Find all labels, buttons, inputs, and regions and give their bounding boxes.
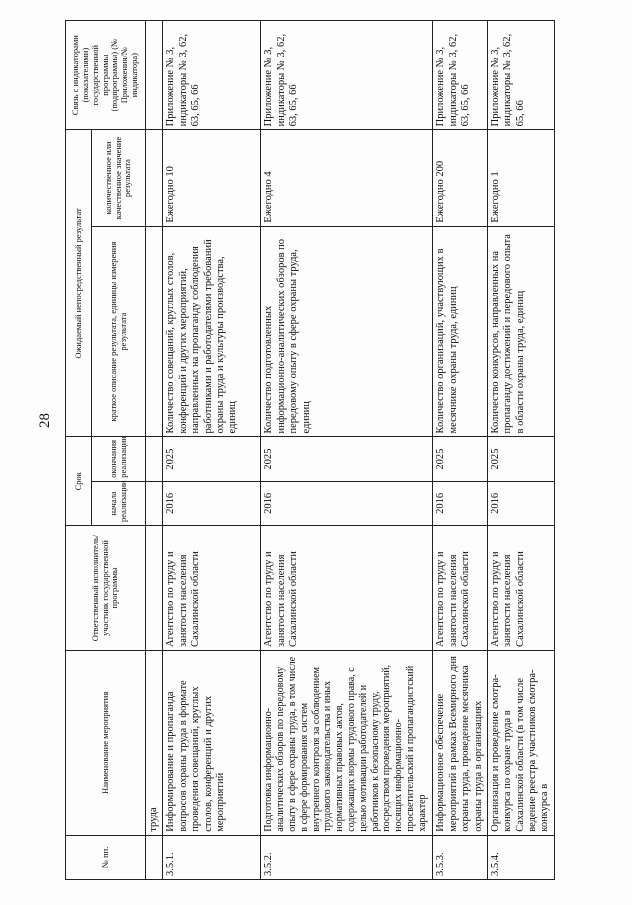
row-link: Приложение № 3, индикаторы № 3, 62, 65, 66 [487, 21, 554, 130]
row-responsible: Агентство по труду и занятости населения Сахалинской области [433, 526, 488, 651]
row-responsible: Агентство по труду и занятости населения Сахалинской области [163, 526, 261, 651]
row-num: 3.5.4. [487, 835, 554, 879]
header-name: Наименование мероприятия [66, 650, 146, 835]
row-value: Ежегодно 1 [487, 130, 554, 226]
row-end: 2025 [487, 437, 554, 481]
row-num: 3.5.2. [261, 835, 433, 879]
header-link: Связь с индикаторами (показателями) государственной программы (подпрограммы) (№ Приложения/№ индикатора) [66, 21, 146, 130]
row-desc: Количество подготовленных информационно-аналитических обзоров по передовому опыту в сфере охраны труда, единиц [261, 226, 433, 437]
cell-empty [146, 226, 163, 437]
row-value: Ежегодно 4 [261, 130, 433, 226]
header-row-1 [66, 21, 92, 880]
row-link: Приложение № 3, индикаторы № 3, 62, 63, 65, 66 [261, 21, 433, 130]
row-link: Приложение № 3, индикаторы № 3, 62, 63, 65, 66 [433, 21, 488, 130]
table-row [487, 21, 554, 880]
row-name: Подготовка информационно-аналитических обзоров по передовому опыту в сфере охраны труда, в том числе в сфере формирования систем внутреннего контроля за соблюдением трудового законодательства и иных нормативных правовых актов, содержащих нормы трудового права, с целью мотивации работодателей и работников к безопасному труду, посредством проведения мероприятий, носящих информационно-просветительский и пропагандистский характер [261, 650, 433, 835]
row-value: Ежегодно 200 [433, 130, 488, 226]
header-term-start: начала реализации [92, 481, 146, 525]
cell-empty [146, 130, 163, 226]
header-term: Срок [66, 437, 92, 526]
header-result-desc: краткое описание результата, единицы измерения результата [92, 226, 146, 437]
table-row [163, 21, 261, 880]
row-end: 2025 [433, 437, 488, 481]
row-end: 2025 [261, 437, 433, 481]
table-row [433, 21, 488, 880]
continuation-text: труда [146, 650, 163, 835]
row-num: 3.5.3. [433, 835, 488, 879]
rotated-table-container [65, 20, 605, 880]
row-responsible: Агентство по труду и занятости населения Сахалинской области [261, 526, 433, 651]
cell-empty [146, 835, 163, 879]
row-desc: Количество организаций, участвующих в месячнике охраны труда, единиц [433, 226, 488, 437]
row-start: 2016 [261, 481, 433, 525]
row-desc: Количество совещаний, круглых столов, конференций и других мероприятий, направленных на пропаганду соблюдения работниками и работодателями требований охраны труда и культуры производства, единиц [163, 226, 261, 437]
header-responsible: Ответственный исполнитель/участник государственной программы [66, 526, 146, 651]
row-desc: Количество конкурсов, направленных на пропаганду достижений и передового опыта в области охраны труда, единиц [487, 226, 554, 437]
row-value: Ежегодно 10 [163, 130, 261, 226]
page-number: 28 [37, 413, 53, 428]
header-result: Ожидаемый непосредственный результат [66, 130, 92, 437]
row-name: Информирование и пропаганда вопросов охраны труда в формате проведения совещаний, круглых столов, конференций и других мероприятий [163, 650, 261, 835]
table-row [261, 21, 433, 880]
continuation-row [146, 21, 163, 880]
row-start: 2016 [433, 481, 488, 525]
cell-empty [146, 437, 163, 481]
header-num: № пп. [66, 835, 146, 879]
row-responsible: Агентство по труду и занятости населения Сахалинской области [487, 526, 554, 651]
measures-table [65, 20, 555, 880]
row-num: 3.5.1. [163, 835, 261, 879]
row-name: Информационное обеспечение мероприятий в рамках Всемирного дня охраны труда, проведение месячника охраны труда в организациях [433, 650, 488, 835]
cell-empty [146, 526, 163, 651]
header-term-end: окончания реализации [92, 437, 146, 481]
row-link: Приложение № 3, индикаторы № 3, 62, 63, 65, 66 [163, 21, 261, 130]
row-end: 2025 [163, 437, 261, 481]
row-name: Организация и проведение смотра-конкурса по охране труда в Сахалинской области (в том числе ведение реестра участников смотра-конкурса в [487, 650, 554, 835]
cell-empty [146, 481, 163, 525]
header-result-value: количественное или качественное значение результата [92, 130, 146, 226]
row-start: 2016 [163, 481, 261, 525]
cell-empty [146, 21, 163, 130]
row-start: 2016 [487, 481, 554, 525]
